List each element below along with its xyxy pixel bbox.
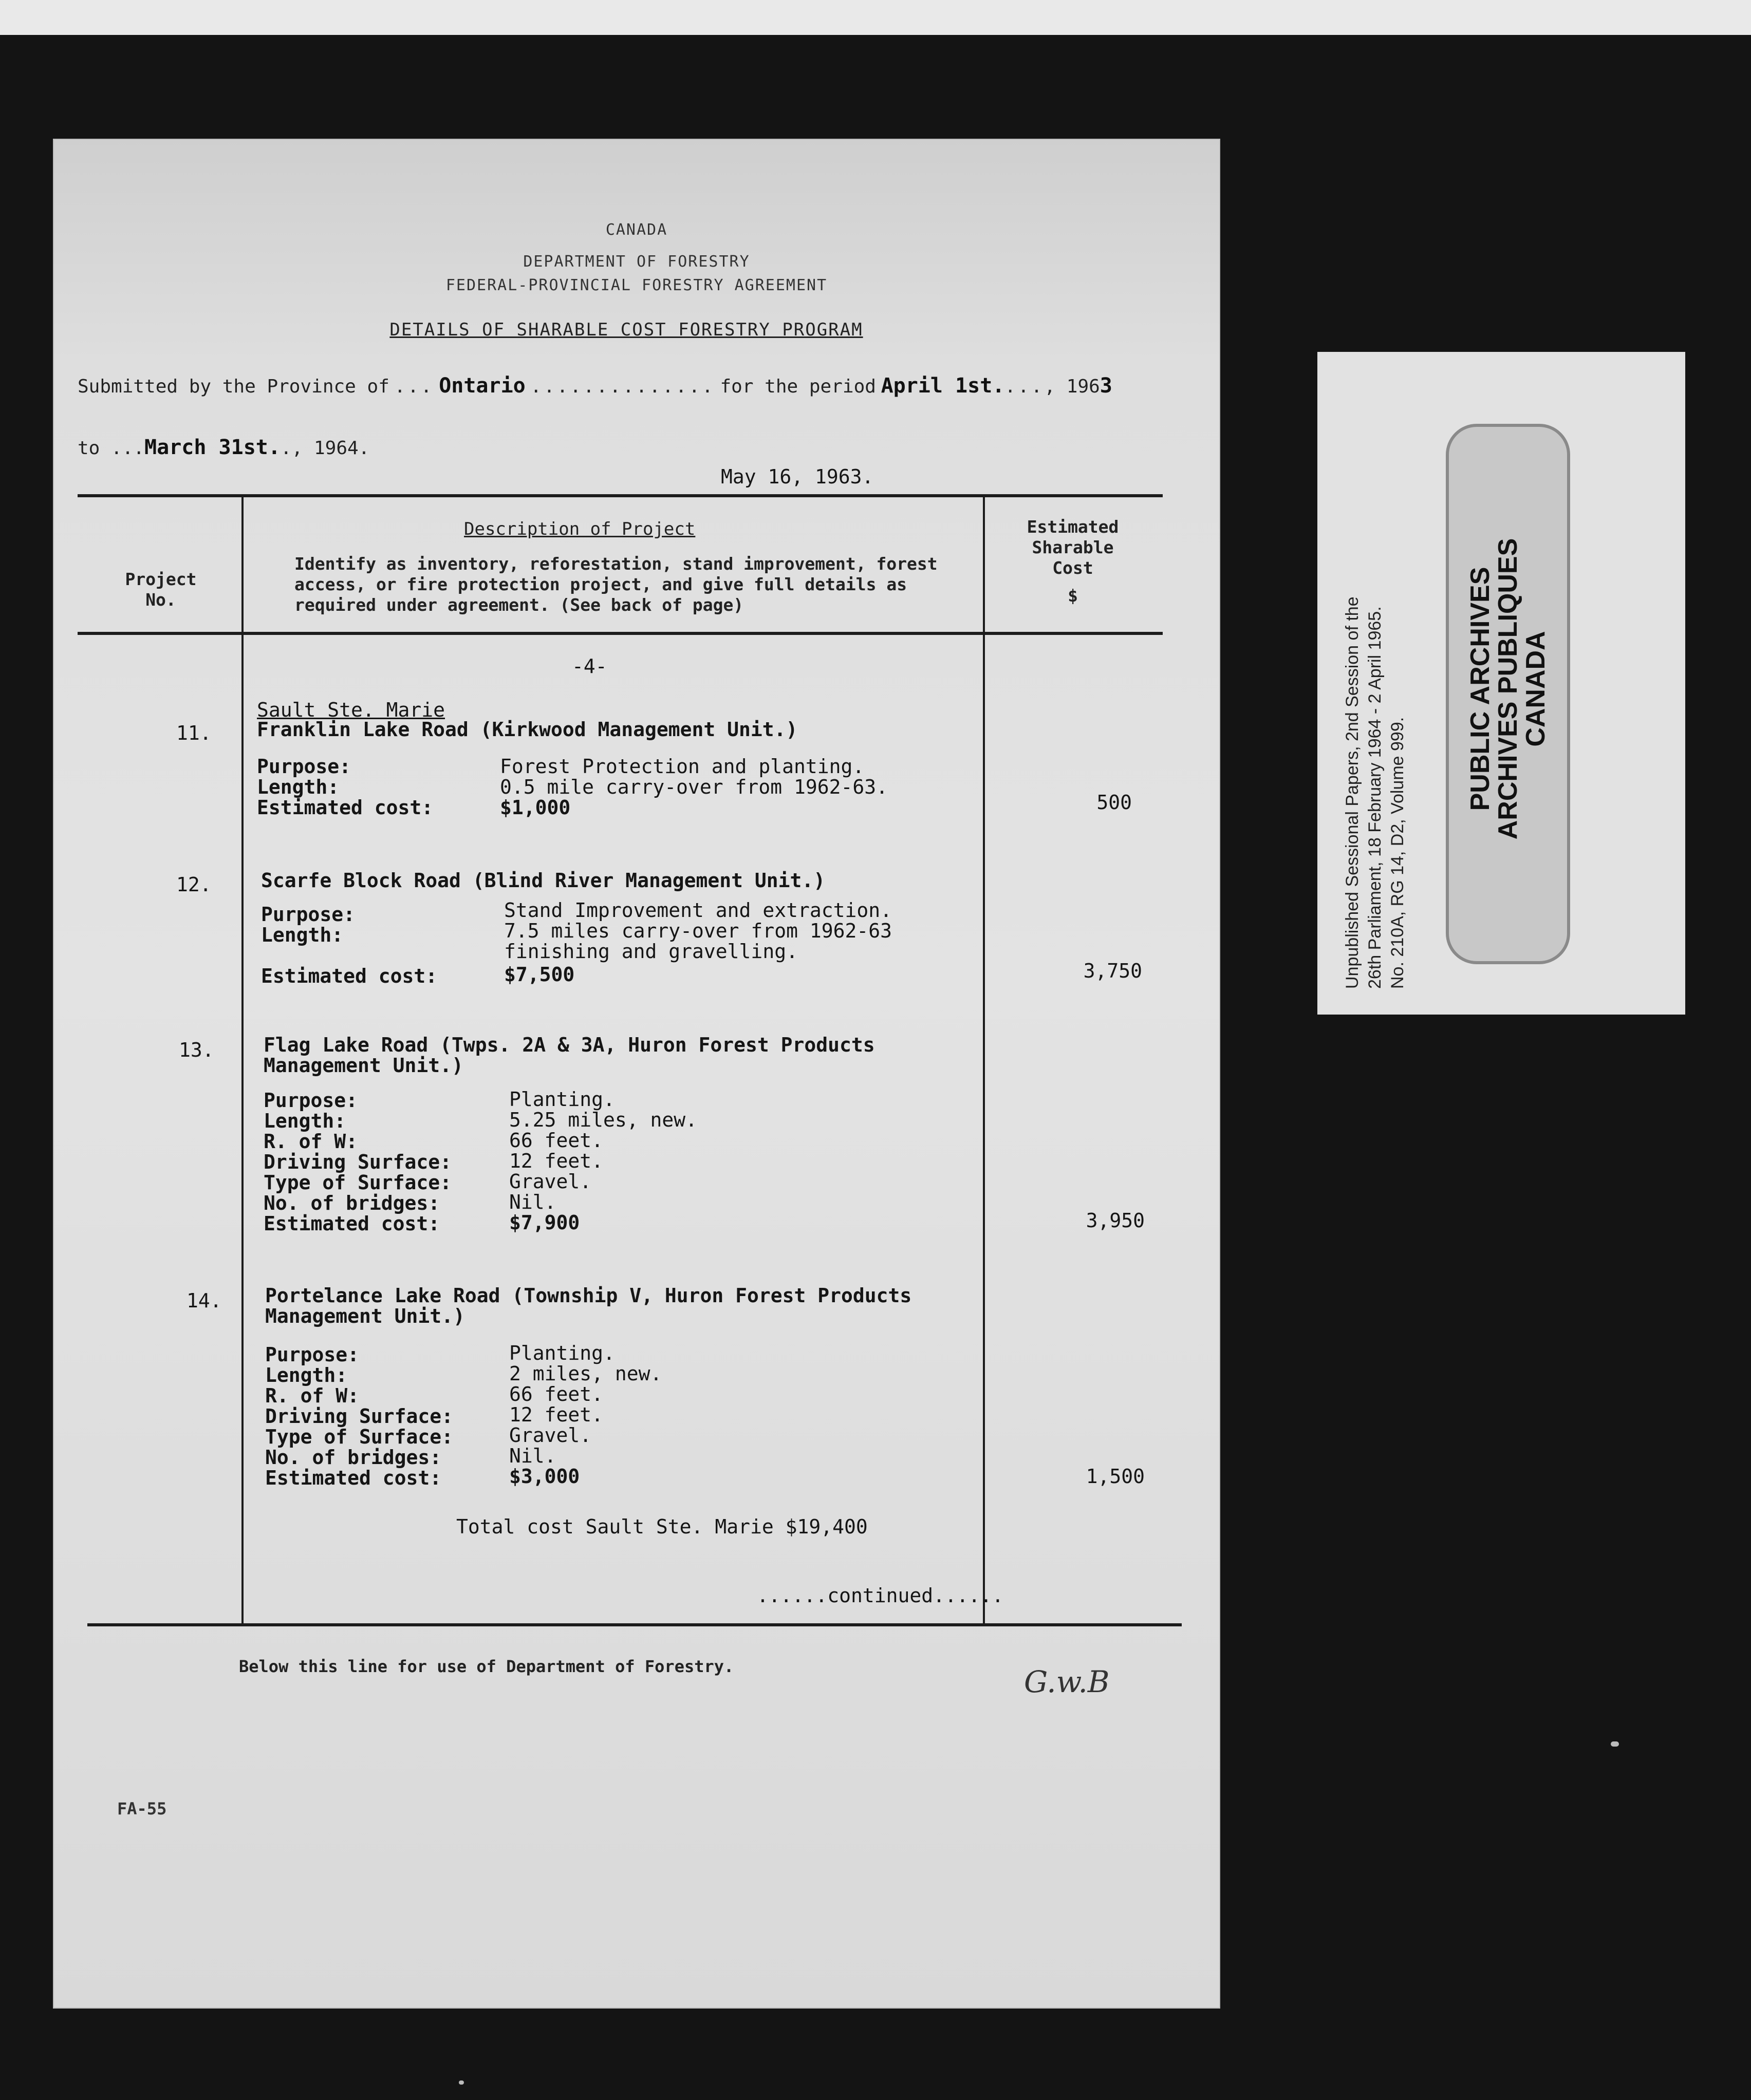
field-value: 0.5 mile carry-over from 1962-63. [500, 776, 888, 798]
project-name: Portelance Lake Road (Township V, Huron Forest Products [265, 1284, 912, 1307]
cost-header-line: Sharable [1032, 537, 1114, 557]
field-value: Nil. [509, 1445, 556, 1467]
scan-top-edge [0, 0, 1751, 35]
project-cost: 500 [1096, 791, 1132, 814]
period-to-value: March 31st. [144, 436, 281, 459]
table-header-rule [78, 632, 1163, 635]
continued-note: ......continued...... [757, 1584, 1004, 1607]
field-label: Estimated cost: [261, 965, 438, 987]
archive-caption-line: Unpublished Sessional Papers, 2nd Session of the [1343, 596, 1362, 989]
field-value: Forest Protection and planting. [500, 755, 865, 778]
field-label: Length: [265, 1364, 348, 1386]
submission-date: May 16, 1963. [721, 465, 874, 488]
cost-header-line: Cost [1052, 558, 1093, 578]
field-value: Stand Improvement and extraction. [504, 899, 892, 922]
country-heading: CANADA [605, 221, 668, 239]
archive-caption [1341, 372, 1409, 989]
field-value: 5.25 miles, new. [509, 1109, 698, 1131]
stamp-line: PUBLIC ARCHIVES [1465, 567, 1495, 811]
project-name-continued: Management Unit.) [265, 1305, 465, 1327]
field-value: 12 feet. [509, 1150, 604, 1172]
project-no-header [84, 569, 238, 610]
agreement-heading: FEDERAL-PROVINCIAL FORESTRY AGREEMENT [445, 276, 828, 294]
project-cost: 3,750 [1083, 960, 1142, 982]
to-year: ., 1964. [280, 438, 370, 459]
project-number: 13. [179, 1039, 214, 1061]
period-label: for the period [720, 376, 876, 397]
department-heading: DEPARTMENT OF FORESTRY [523, 253, 750, 271]
field-label: Purpose: [265, 1343, 360, 1366]
scan-speck [459, 2080, 464, 2085]
archives-stamp [1446, 424, 1570, 964]
field-value: $3,000 [509, 1465, 580, 1488]
currency-symbol: $ [1068, 586, 1078, 606]
project-cost: 3,950 [1086, 1209, 1145, 1232]
field-label: Purpose: [261, 903, 356, 926]
project-no-header-line: Project [125, 569, 197, 589]
total-cost: Total cost Sault Ste. Marie $19,400 [456, 1515, 868, 1538]
project-no-header-line: No. [145, 590, 176, 610]
dots: ... [394, 376, 434, 397]
project-name: Scarfe Block Road (Blind River Management Unit.) [261, 869, 826, 892]
archives-stamp-text [1466, 509, 1550, 869]
cost-header-line: Estimated [1027, 517, 1119, 537]
department-use-note: Below this line for use of Department of Forestry. [239, 1657, 734, 1676]
scan-speck [1611, 1741, 1619, 1747]
field-value: 2 miles, new. [509, 1362, 662, 1385]
field-value: $7,900 [509, 1211, 580, 1234]
submission-line-2 [78, 436, 369, 459]
year-prefix: , 196 [1044, 376, 1100, 397]
field-value: $7,500 [504, 963, 575, 986]
year-digit-value: 3 [1100, 374, 1112, 398]
field-value: Gravel. [509, 1424, 592, 1447]
archive-caption-line: No. 210A, RG 14, D2, Volume 999. [1388, 717, 1407, 989]
page-marker: -4- [572, 655, 607, 678]
description-header-title: Description of Project [464, 519, 696, 539]
submitted-label: Submitted by the Province of [78, 376, 389, 397]
field-value: Planting. [509, 1088, 615, 1111]
period-from-value: April 1st. [881, 374, 1005, 398]
project-name: Franklin Lake Road (Kirkwood Management Unit.) [257, 718, 798, 741]
field-label: No. of bridges: [264, 1192, 440, 1214]
field-value: Planting. [509, 1342, 615, 1364]
field-label: R. of W: [264, 1130, 358, 1153]
field-label: Length: [257, 776, 340, 798]
column-divider-left [241, 494, 244, 1624]
stamp-line: ARCHIVES PUBLIQUES [1493, 538, 1523, 840]
district-heading: Sault Ste. Marie [257, 699, 445, 721]
stamp-line: CANADA [1521, 631, 1551, 747]
field-label: Estimated cost: [257, 796, 434, 819]
field-value: finishing and gravelling. [504, 940, 798, 963]
field-label: Driving Surface: [264, 1151, 452, 1173]
document-title: DETAILS OF SHARABLE COST FORESTRY PROGRAM [389, 320, 863, 340]
table-bottom-rule [87, 1623, 1182, 1626]
archive-caption-line: 26th Parliament, 18 February 1964 - 2 April 1965. [1365, 606, 1385, 989]
handwritten-initials: G.w.B [1024, 1664, 1110, 1699]
field-label: No. of bridges: [265, 1446, 442, 1469]
cost-header [993, 517, 1152, 606]
submission-line-1 [78, 374, 1112, 398]
field-label: Driving Surface: [265, 1405, 454, 1428]
document-page [53, 139, 1220, 2009]
field-value: $1,000 [500, 796, 571, 819]
table-top-rule [78, 494, 1163, 497]
field-value: Gravel. [509, 1170, 592, 1193]
field-value: 7.5 miles carry-over from 1962-63 [504, 920, 892, 942]
field-label: Estimated cost: [264, 1212, 440, 1235]
column-divider-right [983, 494, 985, 1624]
field-value: 66 feet. [509, 1129, 604, 1152]
field-value: 66 feet. [509, 1383, 604, 1405]
field-value: 12 feet. [509, 1403, 604, 1426]
form-code: FA-55 [117, 1799, 167, 1818]
field-label: Purpose: [257, 755, 351, 778]
project-number: 11. [176, 722, 212, 744]
description-header-instructions: Identify as inventory, reforestation, stand improvement, forest access, or fire protection project, and give full details as required under agreement. (See back of page) [294, 554, 938, 615]
field-label: Estimated cost: [265, 1467, 442, 1489]
project-name: Flag Lake Road (Twps. 2A & 3A, Huron Forest Products [264, 1034, 875, 1056]
project-number: 14. [187, 1289, 222, 1312]
province-value: Ontario [439, 374, 526, 398]
field-label: Type of Surface: [265, 1426, 454, 1448]
project-cost: 1,500 [1086, 1465, 1145, 1488]
field-label: R. of W: [265, 1384, 360, 1407]
dots: .............. [530, 376, 715, 397]
to-label: to ... [78, 438, 145, 459]
project-number: 12. [176, 873, 212, 896]
field-label: Purpose: [264, 1089, 358, 1112]
archive-reference-slip [1317, 352, 1685, 1015]
project-name-continued: Management Unit.) [264, 1054, 463, 1077]
dots: ... [1004, 376, 1045, 397]
field-label: Type of Surface: [264, 1171, 452, 1194]
field-value: Nil. [509, 1191, 556, 1213]
field-label: Length: [264, 1110, 346, 1132]
field-label: Length: [261, 924, 344, 946]
